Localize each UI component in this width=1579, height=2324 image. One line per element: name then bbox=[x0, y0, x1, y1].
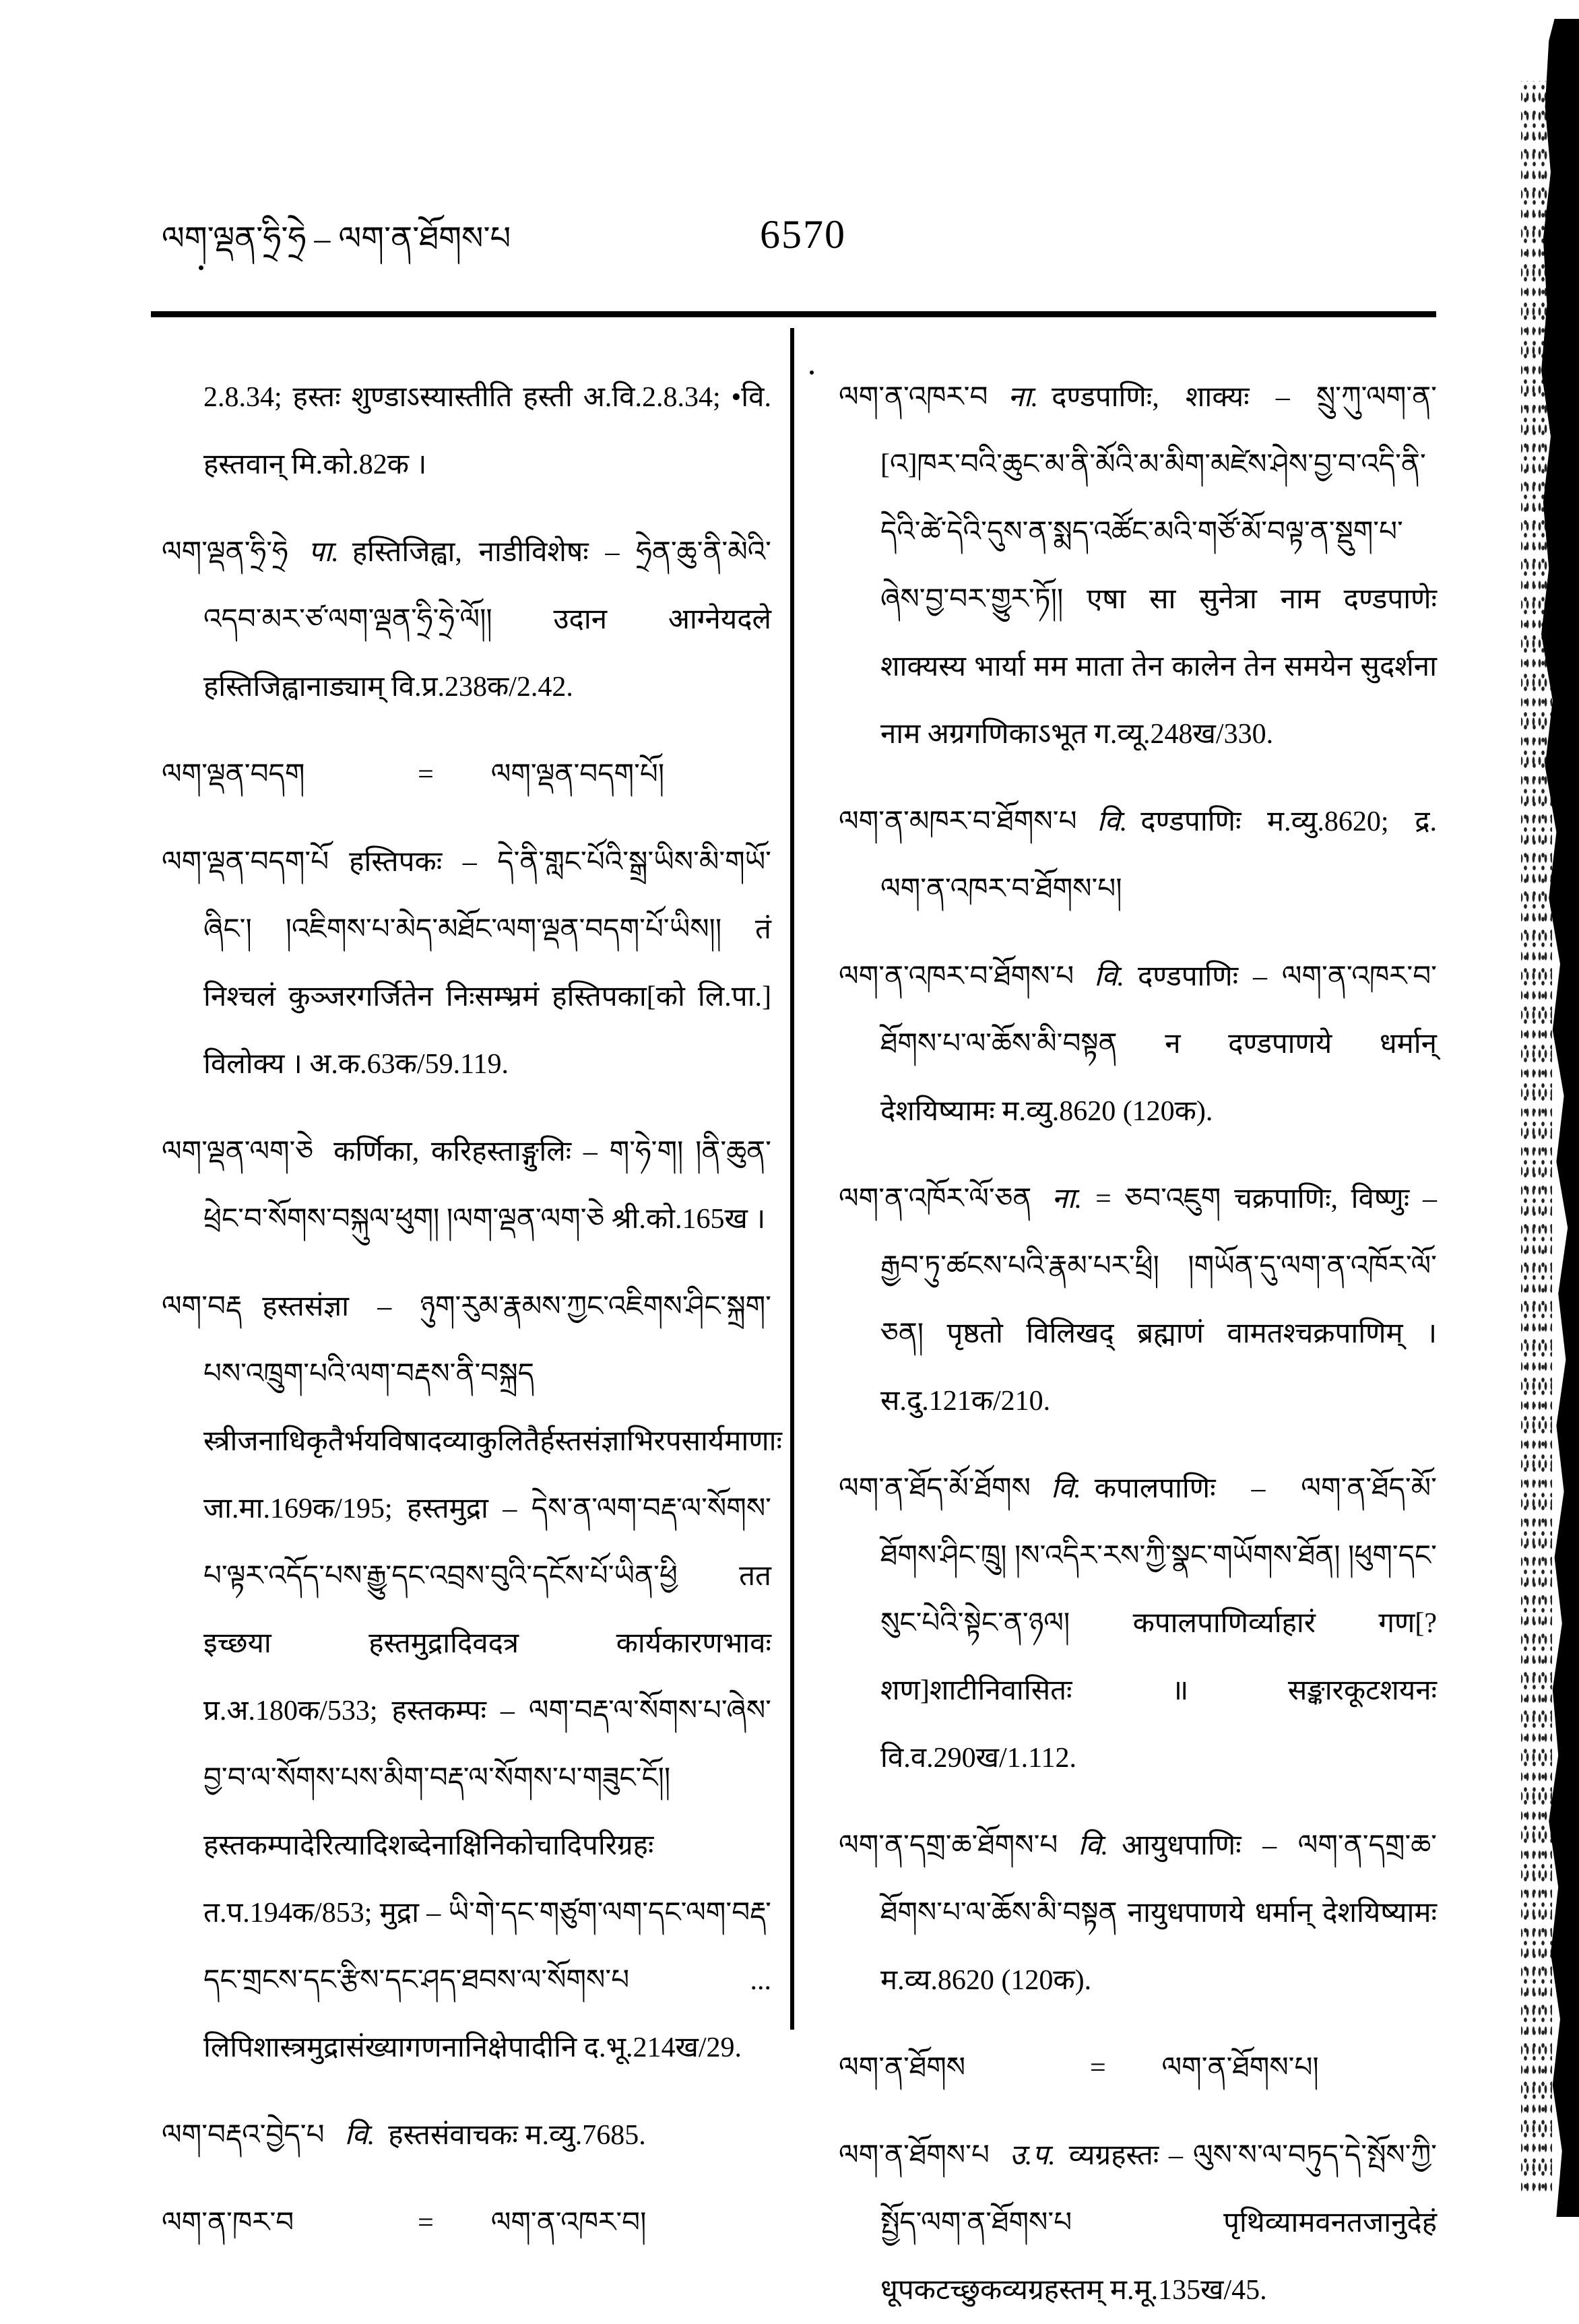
entry-headword-tibetan: ལག་ལྡན་ལག་ཅེ bbox=[162, 1136, 314, 1167]
dictionary-entry bbox=[162, 519, 771, 721]
dictionary-entry bbox=[162, 829, 771, 1098]
page-number: 6570 bbox=[760, 212, 846, 257]
entry-body: हस्तसंवाचकः म.व्यु.7685. bbox=[388, 2120, 646, 2151]
right-column bbox=[839, 364, 1437, 2306]
dictionary-entry bbox=[839, 364, 1437, 768]
equals-sign: = bbox=[418, 2207, 434, 2238]
entry-body: हस्तिपकः – དེ་ནི་གླང་པོའི་སྒྲ་ཡིས་མི་གཡོ་ཞིང་། །འཇིགས་པ་མེད་མཐོང་ལག་ལྡན་བདག་པོ་ཡིས།། तं निश्चलं कुञ्जरगर्जितेन निःसम्भ्रमं हस्तिपका[को लि.पा.] विलोक्य । अ.क.63क/59.119. bbox=[203, 847, 771, 1080]
entry-body: दण्डपाणिः म.व्यु.8620; द्र. ལག་ན་འཁར་བ་ཐོགས་པ། bbox=[880, 806, 1437, 905]
entry-body: हस्तसंज्ञा – ཉུག་རུམ་རྣམས་ཀྱང་འཇིགས་ཤིང་སྐྲག་པས་འཁྲུག་པའི་ལག་བརྡས་ནི་བསྐྲད स्त्रीजनाधिकृतैर्भयविषादव्याकुलितैर्हस्तसंज्ञाभिरपसार्यमाणाः जा.मा.169क/195; हस्तमुद्रा – དེས་ན་ལག་བརྡ་ལ་སོགས་པ་ལྟར་འདོད་པས་རྒྱུ་དང་འབྲས་བུའི་དངོས་པོ་ཡིན་ཕྱི तत इच्छया हस्तमुद्रादिवदत्र कार्यकारणभावः प्र.अ.180क/533; हस्तकम्पः – ལག་བརྡ་ལ་སོགས་པ་ཞེས་བྱ་བ་ལ་སོགས་པས་མིག་བརྡ་ལ་སོགས་པ་གཟུང་ངོ།། हस्तकम्पादेरित्यादिशब्देनाक्षिनिकोचादिपरिग्रहः त.प.194क/853; मुद्रा – ཡི་གེ་དང་གཙུག་ལག་དང་ལག་བརྡ་དང་གྲངས་དང་རྩིས་དང་ཤད་ཐབས་ལ་སོགས་པ ... लिपिशास्त्रमुद्रासंख्यागणनानिक्षेपादीनि द.भू.214ख/29. bbox=[203, 1291, 782, 2063]
entry-body: हस्तिजिह्वा, नाडीविशेषः – ཧྲེན་ཆུ་ནི་མེའི་འདབ་མར་ཙ་ལག་ལྡན་ཧྲི་ཧྲེ་ལོ།། उदान आग्नेयदले हस्तिजिह्वानाड्याम् वि.प्र.238क/2.42. bbox=[203, 537, 771, 703]
entry-body: व्यग्रहस्तः – ལུས་ས་ལ་བཏུད་དེ་སྤོས་ཀྱི་སྤྱོད་ལག་ན་ཐོགས་པ पृथिव्यामवनतजानुदेहं धूपकटच्छुकव्यग्रहस्तम् म.मू.135ख/45. bbox=[880, 2140, 1437, 2306]
part-of-speech-label: पा. bbox=[308, 537, 339, 568]
entry-headword-tibetan: ལག་ན་ཐོགས་པ bbox=[839, 2140, 990, 2171]
dictionary-entry bbox=[162, 1118, 771, 1253]
entry-headword-tibetan: ལག་ན་མཁར་བ་ཐོགས་པ bbox=[839, 806, 1077, 837]
entry-headword-tibetan: ལག་ལྡན་བདག་པོ bbox=[162, 847, 329, 878]
entry-headword-tibetan: ལག་ན་འཁོར་ལོ་ཅན bbox=[839, 1184, 1032, 1215]
running-head-title: ལག་ལྡན་ཧྲི་ཧྲེ – ལག་ན་ཐོགས་པ bbox=[162, 221, 511, 257]
dictionary-entry bbox=[839, 1165, 1437, 1435]
entry-body: दण्डपाणिः, शाक्यः – སྲུ་ཀུ་ལག་ན་[འ]ཁར་བའི་ཆུང་མ་ནི་མོའི་མ་མིག་མཛེས་ཤེས་བྱ་བ་འདི་ནི་དེའི་ཚེ་དེའི་དུས་ན་སྨད་འཚོང་མའི་གཙོ་མོ་བལྟ་ན་སྡུག་པ་ཞེས་བྱ་བར་གྱུར་ཏོ།། एषा सा सुनेत्रा नाम दण्डपाणेः शाक्यस्य भार्या मम माता तेन कालेन तेन समयेन सुदर्शना नाम अग्रगणिकाऽभूत ग.व्यू.248ख/330. bbox=[880, 382, 1437, 750]
entry-headword-tibetan: ལག་ན་འཁར་བ bbox=[839, 382, 988, 413]
entry-body: आयुधपाणिः – ལག་ན་དགྲ་ཆ་ཐོགས་པ་ལ་ཆོས་མི་བསྟན नायुधपाणये धर्मान् देशयिष्यामः म.व्य.8620 (120क). bbox=[880, 1830, 1437, 1996]
entry-body: = ཅབ་འཇུག चक्रपाणिः, विष्णुः – རྒྱབ་ཏུ་ཚངས་པའི་རྣམ་པར་ཕྲི། །གཡོན་དུ་ལག་ན་འཁོར་ལོ་ཅན། पृष्ठतो विलिखद् ब्रह्माणं वामतश्चक्रपाणिम् । स.दु.121क/210. bbox=[880, 1184, 1437, 1417]
dictionary-entry bbox=[839, 2122, 1437, 2324]
scan-speck bbox=[810, 370, 814, 375]
dictionary-entry bbox=[162, 1273, 782, 2081]
scan-speck bbox=[199, 265, 203, 270]
entry-headword-tibetan: ལག་བརྡ bbox=[162, 1291, 243, 1322]
dictionary-entry bbox=[162, 2102, 771, 2169]
entry-headword-tibetan: ལག་བརྡའ་བྱེད་པ bbox=[162, 2120, 325, 2151]
cross-reference-target: ལག་ན་ཐོགས་པ། bbox=[1161, 2053, 1319, 2084]
entry-headword-tibetan: ལག་ན་འཁར་བ་ཐོགས་པ bbox=[839, 961, 1074, 992]
part-of-speech-label: वि. bbox=[344, 2120, 375, 2151]
equals-sign: = bbox=[418, 759, 434, 790]
equals-sign: = bbox=[1089, 2053, 1106, 2084]
cross-reference-row bbox=[162, 741, 771, 808]
entry-headword-tibetan: ལག་ན་དགྲ་ཆ་ཐོགས་པ bbox=[839, 1830, 1058, 1861]
entry-headword-tibetan: ལག་ན་ཐོད་མོ་ཐོགས bbox=[839, 1473, 1031, 1504]
dictionary-entry bbox=[839, 943, 1437, 1145]
entry-body: कपालपाणिः – ལག་ན་ཐོད་མོ་ཐོགས་ཤིང་ཁྲུ། །ས་འདིར་རས་ཀྱི་སྣང་གཡོགས་ཐོན། །ཕུག་དང་སུང་པེའི་སྟེང་ན་ཉལ། कपालपाणिर्व्याहारं गण[?शण]शाटीनिवासितः ॥ सङ्कारकूटशयनः वि.व.290ख/1.112. bbox=[880, 1473, 1437, 1774]
dictionary-entry bbox=[839, 788, 1437, 923]
cross-reference-target: ལག་ལྡན་བདག་པོ། bbox=[490, 759, 665, 790]
column-divider-rule bbox=[790, 328, 794, 2030]
entry-headword-tibetan: ལག་ན་ཁར་བ bbox=[162, 2207, 294, 2238]
entry-headword-tibetan: ལག་ལྡན་བདག bbox=[162, 759, 305, 790]
entry-body: दण्डपाणिः – ལག་ན་འཁར་བ་ཐོགས་པ་ལ་ཆོས་མི་བསྟན न दण्डपाणये धर्मान् देशयिष्यामः म.व्यु.8620 (120क). bbox=[880, 961, 1437, 1127]
entry-body: 2.8.34; हस्तः शुण्डाऽस्यास्तीति हस्ती अ.वि.2.8.34; •वि. हस्तवान् मि.को.82क । bbox=[203, 382, 771, 480]
left-column bbox=[162, 364, 782, 2238]
entry-body: कर्णिका, करिहस्ताङ्गुलिः – ག་ཧེ་ག། །ནི་ཆུན་ཕྲེང་བ་སོགས་བསྐུལ་ཕུག། །ལག་ལྡན་ལག་ཅེ श्री.को.165ख । bbox=[203, 1136, 771, 1235]
part-of-speech-label: उ.प. bbox=[1009, 2140, 1056, 2171]
dictionary-entry-continuation bbox=[162, 364, 771, 498]
part-of-speech-label: ना. bbox=[1008, 382, 1039, 413]
entry-headword-tibetan: ལག་ལྡན་ཧྲི་ཧྲེ bbox=[162, 537, 288, 568]
header-rule bbox=[151, 311, 1436, 317]
cross-reference-row bbox=[839, 2034, 1437, 2102]
part-of-speech-label: वि. bbox=[1050, 1473, 1081, 1504]
entry-headword-tibetan: ལག་ན་ཐོགས bbox=[839, 2053, 966, 2084]
cross-reference-row bbox=[162, 2189, 771, 2257]
part-of-speech-label: वि. bbox=[1097, 806, 1128, 837]
dictionary-entry bbox=[839, 1812, 1437, 2014]
part-of-speech-label: वि. bbox=[1078, 1830, 1109, 1861]
dictionary-entry bbox=[839, 1455, 1437, 1792]
part-of-speech-label: ना. bbox=[1052, 1184, 1083, 1215]
cross-reference-target: ལག་ན་འཁར་བ། bbox=[490, 2207, 647, 2238]
part-of-speech-label: वि. bbox=[1094, 961, 1124, 992]
